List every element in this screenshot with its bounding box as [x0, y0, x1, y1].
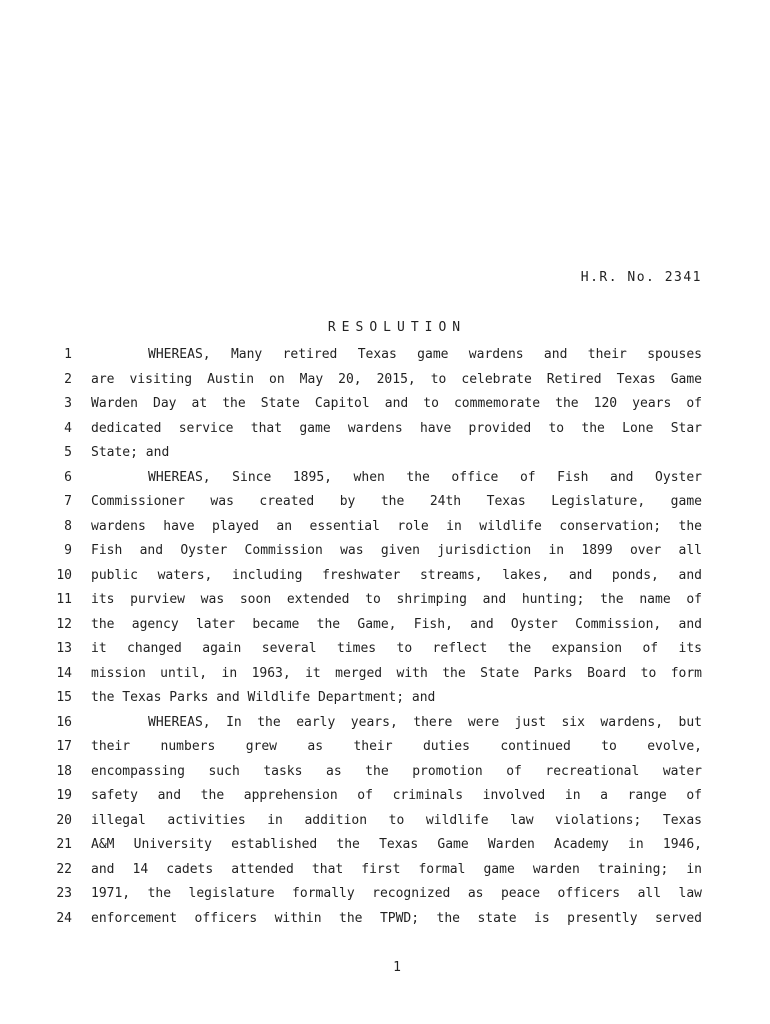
text-line [0, 368, 770, 393]
line-text: WHEREAS, Since 1895, when the office of Fish and Oyster [148, 469, 702, 485]
bill-number: H.R. No. 2341 [580, 270, 702, 285]
line-text: and 14 cadets attended that first formal game warden training; in [91, 861, 702, 877]
text-line [0, 515, 770, 540]
line-text: State; and [91, 445, 170, 460]
line-text: encompassing such tasks as the promotion of recreational water [91, 763, 702, 779]
text-line [0, 417, 770, 442]
line-number: 8 [64, 518, 72, 534]
line-number: 20 [56, 812, 72, 828]
line-number: 13 [56, 641, 72, 656]
text-line [0, 833, 770, 858]
line-text: 1971, the legislature formally recognized as peace officers all law [91, 886, 702, 901]
text-line [0, 539, 770, 564]
text-line [0, 686, 770, 711]
line-number: 6 [64, 469, 72, 485]
text-line [0, 588, 770, 613]
numbered-text-body [0, 343, 770, 931]
line-text: illegal activities in addition to wildlife law violations; Texas [91, 812, 702, 828]
line-number: 7 [64, 494, 72, 509]
line-number: 10 [56, 567, 72, 583]
line-number: 2 [64, 371, 72, 387]
line-text: Fish and Oyster Commission was given jurisdiction in 1899 over all [91, 543, 702, 558]
line-text: the agency later became the Game, Fish, and Oyster Commission, and [91, 616, 702, 632]
line-number: 22 [56, 861, 72, 877]
document-title: RESOLUTION [327, 320, 467, 335]
text-line [0, 662, 770, 687]
text-line [0, 858, 770, 883]
line-text: mission until, in 1963, it merged with the State Parks Board to form [91, 665, 702, 681]
line-number: 19 [56, 788, 72, 803]
text-line [0, 735, 770, 760]
text-line [0, 882, 770, 907]
line-text: A&M University established the Texas Game Warden Academy in 1946, [91, 837, 702, 852]
line-text: WHEREAS, In the early years, there were just six wardens, but [148, 714, 702, 730]
text-line [0, 907, 770, 932]
line-number: 23 [56, 886, 72, 901]
text-line [0, 392, 770, 417]
text-line [0, 613, 770, 638]
text-line [0, 784, 770, 809]
line-number: 16 [56, 714, 72, 730]
line-number: 4 [64, 420, 72, 436]
line-number: 17 [56, 739, 72, 754]
text-line [0, 441, 770, 466]
page-number: 1 [393, 960, 401, 975]
line-text: it changed again several times to reflect the expansion of its [91, 641, 702, 656]
line-text: Commissioner was created by the 24th Texas Legislature, game [91, 494, 702, 509]
line-number: 21 [56, 837, 72, 852]
text-line [0, 490, 770, 515]
line-number: 5 [64, 445, 72, 460]
line-text: are visiting Austin on May 20, 2015, to celebrate Retired Texas Game [91, 371, 702, 387]
line-text: its purview was soon extended to shrimping and hunting; the name of [91, 592, 702, 607]
text-line [0, 343, 770, 368]
line-text: dedicated service that game wardens have provided to the Lone Star [91, 420, 702, 436]
line-text: wardens have played an essential role in wildlife conservation; the [91, 518, 702, 534]
line-text: WHEREAS, Many retired Texas game wardens and their spouses [148, 347, 702, 362]
text-line [0, 564, 770, 589]
line-number: 9 [64, 543, 72, 558]
text-line [0, 637, 770, 662]
line-number: 11 [56, 592, 72, 607]
line-number: 12 [56, 616, 72, 632]
line-text: public waters, including freshwater streams, lakes, and ponds, and [91, 567, 702, 583]
line-number: 18 [56, 763, 72, 779]
line-text: the Texas Parks and Wildlife Department; and [91, 690, 436, 705]
line-text: Warden Day at the State Capitol and to commemorate the 120 years of [91, 396, 702, 411]
line-text: their numbers grew as their duties continued to evolve, [91, 739, 702, 754]
line-text: enforcement officers within the TPWD; the state is presently served [91, 910, 702, 926]
line-number: 14 [56, 665, 72, 681]
line-number: 15 [56, 690, 72, 705]
text-line [0, 760, 770, 785]
line-number: 3 [64, 396, 72, 411]
text-line [0, 711, 770, 736]
line-number: 24 [56, 910, 72, 926]
line-number: 1 [64, 347, 72, 362]
text-line [0, 466, 770, 491]
line-text: safety and the apprehension of criminals involved in a range of [91, 788, 702, 803]
text-line [0, 809, 770, 834]
